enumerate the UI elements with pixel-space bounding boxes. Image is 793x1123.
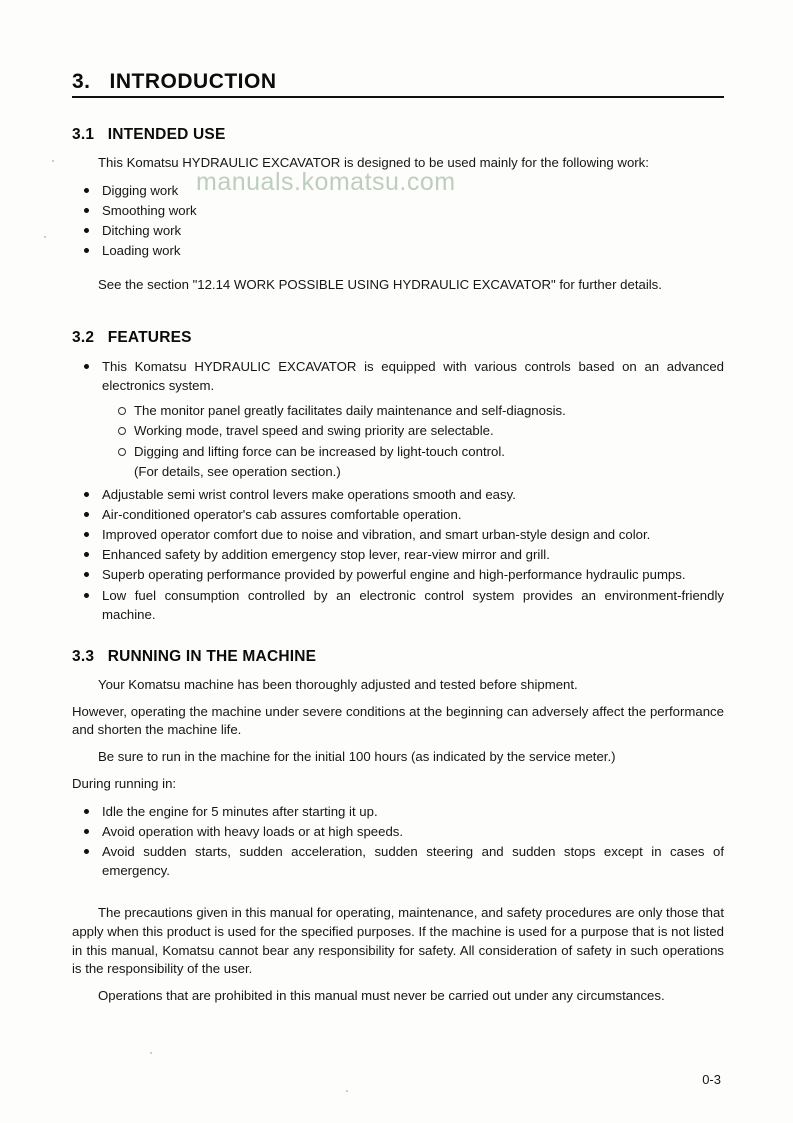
page-title [72,70,724,98]
running-in-para-6: Operations that are prohibited in this manual must never be carried out under any circumstances. [98,988,665,1004]
list-item: Avoid operation with heavy loads or at high speeds. [72,822,724,841]
watermark: manuals.komatsu.com [196,168,456,196]
list-item: Ditching work [72,221,724,240]
intended-use-note: See the section "12.14 WORK POSSIBLE USING HYDRAULIC EXCAVATOR" for further details. [98,277,662,293]
list-item: Working mode, travel speed and swing priority are selectable. [72,421,724,440]
running-in-para-2: However, operating the machine under severe conditions at the beginning can adversely affect the performance and shorten the machine life. [72,703,724,738]
features-sub-note: (For details, see operation section.) [134,463,341,479]
list-item: Smoothing work [72,201,724,220]
section-heading-intended-use [72,126,724,144]
features-list-rest [72,485,724,624]
intended-use-list [72,181,724,261]
running-in-para-1: Your Komatsu machine has been thoroughly adjusted and tested before shipment. [98,676,578,692]
list-item: Air-conditioned operator's cab assures comfortable operation. [72,505,724,524]
list-item: The monitor panel greatly facilitates daily maintenance and self-diagnosis. [72,401,724,420]
list-item: Enhanced safety by addition emergency stop lever, rear-view mirror and grill. [72,545,724,564]
scan-speck [52,160,54,162]
list-item: Low fuel consumption controlled by an electronic control system provides an environment-friendly machine. [72,586,724,624]
list-item: Digging work [72,181,724,200]
title-divider [72,96,724,98]
intended-use-intro: This Komatsu HYDRAULIC EXCAVATOR is designed to be used mainly for the following work: [98,155,649,170]
chapter-number: 3. [72,70,91,93]
list-item: Idle the engine for 5 minutes after starting it up. [72,802,724,821]
section-heading-features [72,329,724,347]
list-item: Loading work [72,241,724,260]
running-in-para-4: During running in: [72,775,177,791]
section-number: 3.1 [72,126,95,143]
running-in-para-3: Be sure to run in the machine for the initial 100 hours (as indicated by the service meter.) [98,749,616,765]
page-number: 0-3 [702,1072,721,1087]
scan-speck [346,1090,348,1092]
features-list-sub [72,401,724,481]
list-item: This Komatsu HYDRAULIC EXCAVATOR is equipped with various controls based on an advanced electronics system. [72,357,724,395]
section-number: 3.2 [72,329,95,347]
list-item: Improved operator comfort due to noise and vibration, and smart urban-style design and color. [72,525,724,544]
running-in-para-5: The precautions given in this manual for operating, maintenance, and safety procedures are only those that apply when this product is used for the specified purposes. If the machine is used for a purpose that is not listed in this manual, Komatsu cannot bear any responsibility for safety. All consideration of safety in such operations is the responsibility of the user. [72,905,724,977]
section-title: FEATURES [107,329,192,347]
section-number: 3.3 [72,647,95,665]
section-heading-running-in [72,648,724,666]
chapter-title-text: INTRODUCTION [109,70,277,93]
running-in-list [72,802,724,881]
list-item: Adjustable semi wrist control levers make operations smooth and easy. [72,485,724,504]
scan-speck [44,236,46,238]
scan-speck [150,1052,152,1054]
page-content [72,60,724,1014]
list-item: Digging and lifting force can be increased by light-touch control. [72,442,724,461]
section-title: RUNNING IN THE MACHINE [107,647,317,665]
features-list-primary [72,357,724,395]
section-title: INTENDED USE [107,126,226,143]
list-item: Superb operating performance provided by powerful engine and high-performance hydraulic pumps. [72,565,724,584]
list-item: Avoid sudden starts, sudden acceleration, sudden steering and sudden stops except in cases of emergency. [72,842,724,880]
